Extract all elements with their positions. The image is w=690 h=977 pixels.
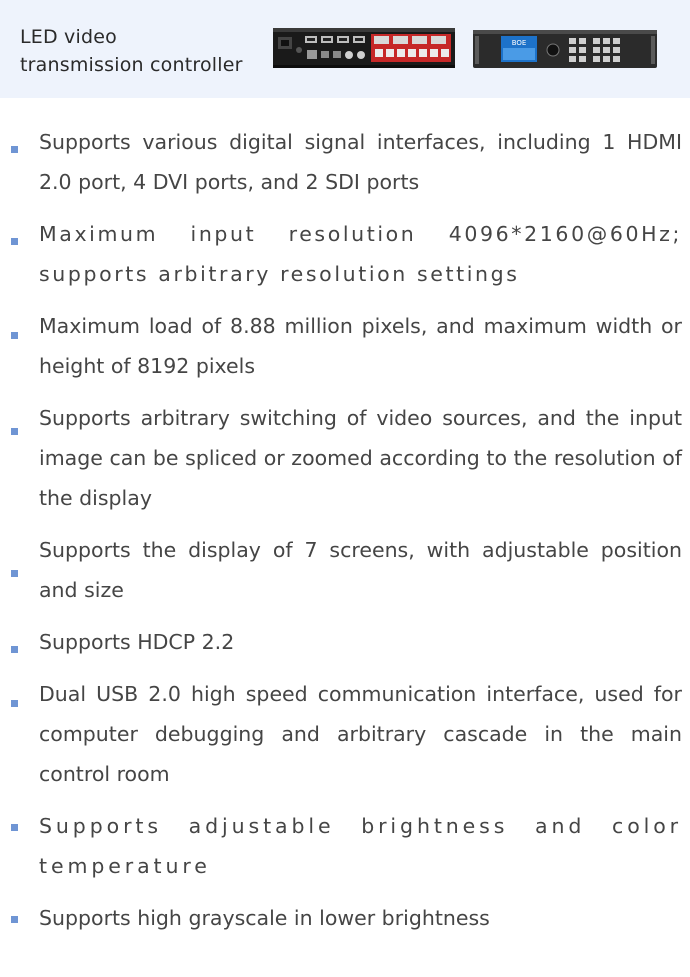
- feature-item: [0, 674, 690, 794]
- feature-text: Supports adjustable brightness and color temperature: [39, 814, 682, 878]
- front-panel-logo: BOE: [511, 39, 527, 47]
- product-title-line-2: transmission controller: [20, 54, 243, 76]
- square-bullet-icon: [11, 428, 18, 435]
- product-title-line-1: LED video: [20, 26, 117, 48]
- square-bullet-icon: [11, 146, 18, 153]
- feature-text: Supports HDCP 2.2: [39, 630, 235, 654]
- feature-item: [0, 398, 690, 518]
- feature-text: Supports the display of 7 screens, with adjustable position and size: [39, 538, 682, 602]
- square-bullet-icon: [11, 570, 18, 577]
- controller-front-panel-image: [473, 24, 657, 72]
- square-bullet-icon: [11, 916, 18, 923]
- square-bullet-icon: [11, 700, 18, 707]
- feature-list: [0, 122, 690, 950]
- feature-text: Supports high grayscale in lower brightness: [39, 906, 490, 930]
- feature-item: [0, 306, 690, 386]
- feature-item: [0, 214, 690, 294]
- square-bullet-icon: [11, 238, 18, 245]
- feature-item: [0, 898, 690, 938]
- feature-text: Dual USB 2.0 high speed communication interface, used for computer debugging and arbitrary cascade in the main control room: [39, 682, 682, 786]
- product-header: [0, 0, 690, 98]
- square-bullet-icon: [11, 646, 18, 653]
- square-bullet-icon: [11, 332, 18, 339]
- feature-item: [0, 530, 690, 610]
- square-bullet-icon: [11, 824, 18, 831]
- product-title: [20, 23, 270, 79]
- feature-item: [0, 622, 690, 662]
- feature-text: Supports various digital signal interfaces, including 1 HDMI 2.0 port, 4 DVI ports, and 2 SDI ports: [39, 130, 682, 194]
- feature-text: Maximum input resolution 4096*2160@60Hz; supports arbitrary resolution settings: [39, 222, 682, 286]
- feature-text: Supports arbitrary switching of video sources, and the input image can be spliced or zoomed according to the resolution of the display: [39, 406, 682, 510]
- feature-text: Maximum load of 8.88 million pixels, and maximum width or height of 8192 pixels: [39, 314, 682, 378]
- feature-item: [0, 806, 690, 886]
- feature-item: [0, 122, 690, 202]
- controller-rear-panel-image: [273, 24, 455, 72]
